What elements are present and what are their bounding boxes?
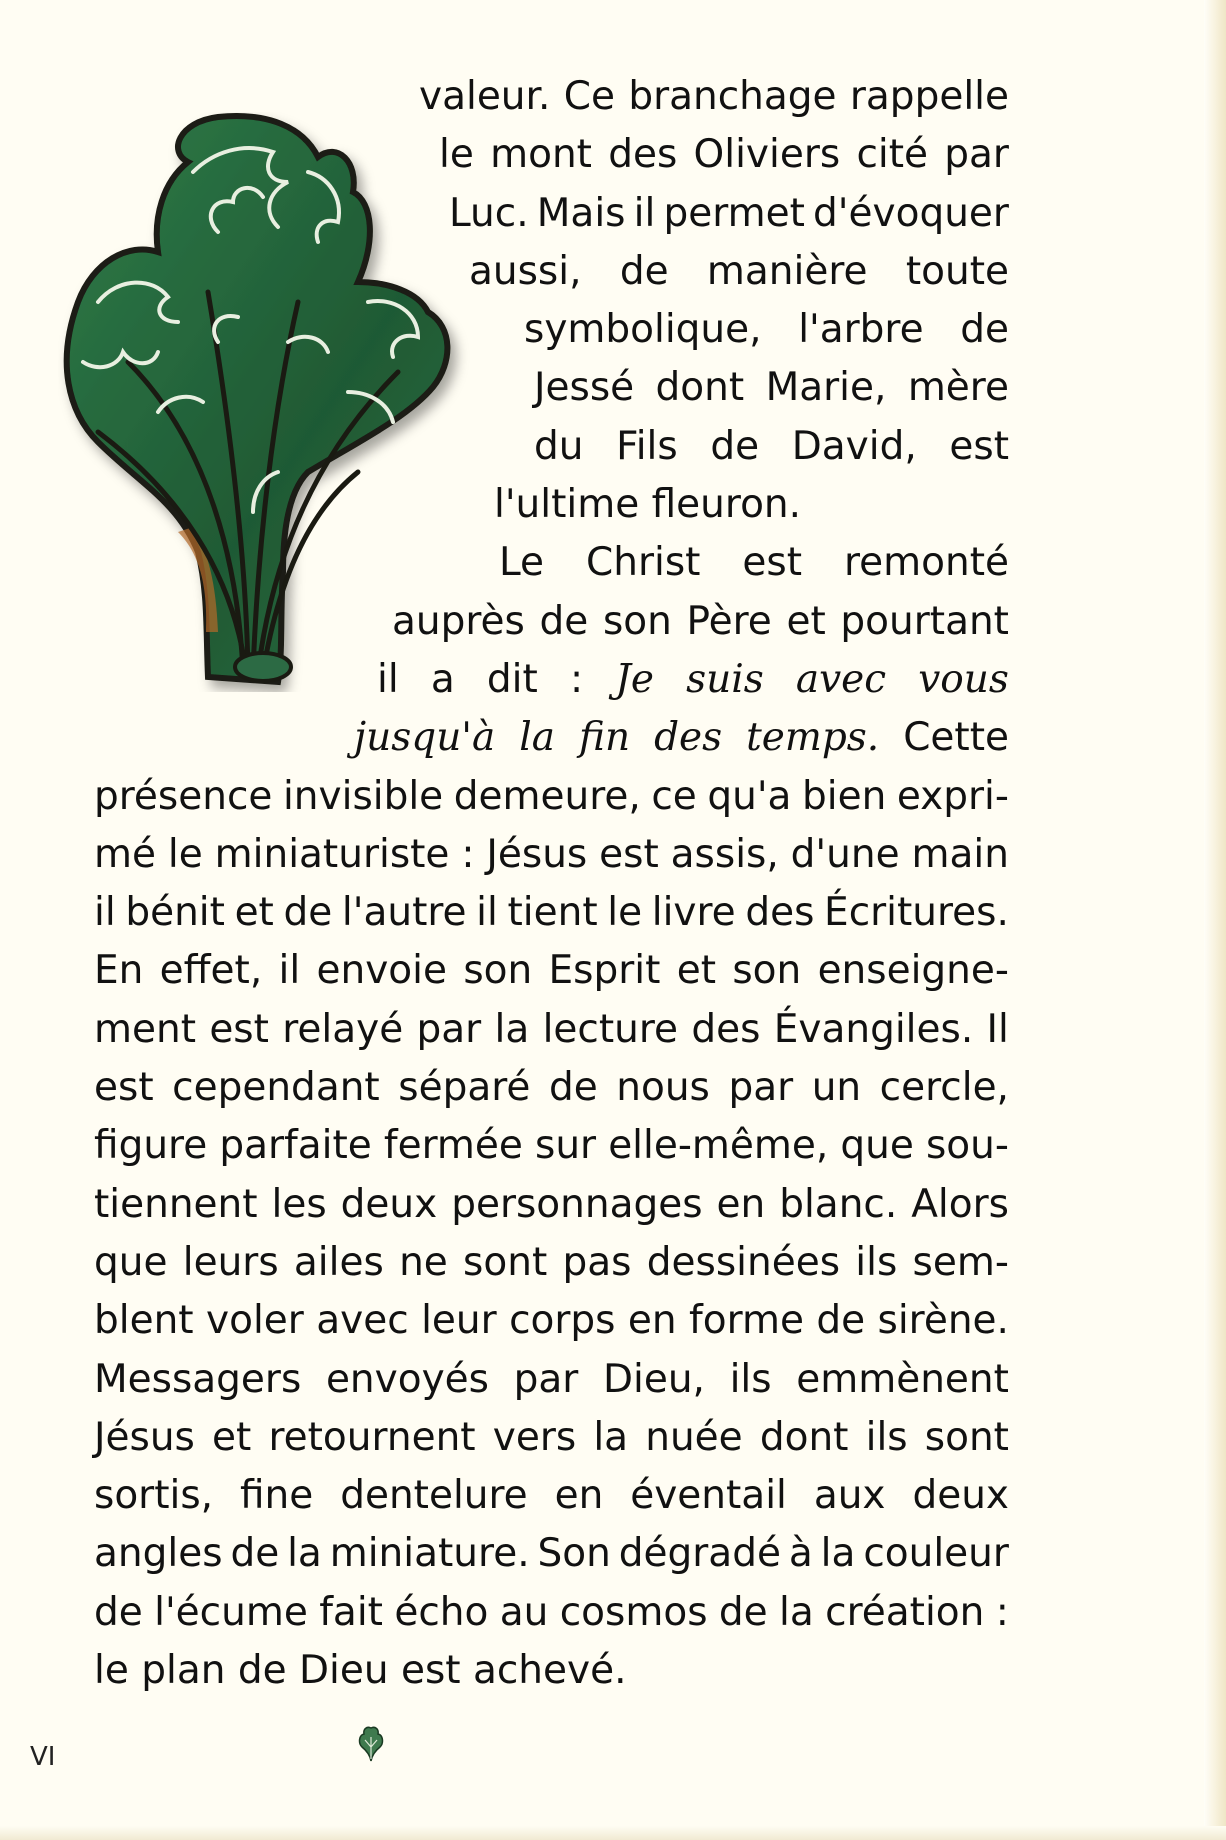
body-text [94,68,1009,1700]
text-line: blent voler avec leur corps en forme de sirène. [94,1298,1009,1344]
text-line: aussi, de manière toute [469,248,1009,294]
text-line: du Fils de David, est [534,423,1009,469]
text-line: En effet, il envoie son Esprit et son enseigne- [94,948,1009,994]
leaf-ornament-icon [357,1725,385,1763]
text-line: que leurs ailes ne sont pas dessinées ils sem- [94,1239,1009,1285]
text-line: ment est relayé par la lecture des Évangiles. Il [94,1006,1009,1052]
text-line: angles de la miniature. Son dégradé à la couleur [94,1531,1009,1577]
text-line: Luc. Mais il permet d'évoquer [449,190,1009,236]
text-line: Jésus et retournent vers la nuée dont ils sont [94,1414,1009,1460]
page-number: VI [30,1742,56,1772]
text-line: valeur. Ce branchage rappelle [419,74,1009,119]
text-line: le plan de Dieu est achevé. [94,1648,627,1694]
text-line: l'ultime fleuron. [494,482,802,528]
text-line: le mont des Oliviers cité par [439,132,1009,178]
paper-edge [1204,0,1226,1840]
text-line: Messagers envoyés par Dieu, ils emmènent [94,1356,1009,1402]
text-line: présence invisible demeure, ce qu'a bien expri- [94,773,1009,819]
text-line: Le Christ est remonté [499,540,1009,586]
text-line: de l'écume fait écho au cosmos de la création : [94,1589,1009,1635]
text-line: figure parfaite fermée sur elle-même, que sou- [94,1123,1009,1169]
paper-bottom-edge [0,1826,1226,1840]
text-line: jusqu'à la fin des temps. Cette [354,715,1009,761]
text-line: auprès de son Père et pourtant [392,598,1009,644]
text-line: il bénit et de l'autre il tient le livre des Écritures. [94,890,1009,936]
text-line: tiennent les deux personnages en blanc. Alors [94,1181,1009,1227]
text-line: sortis, fine dentelure en éventail aux deux [94,1473,1009,1519]
text-line: symbolique, l'arbre de [524,307,1009,353]
text-line: est cependant séparé de nous par un cercle, [94,1065,1009,1111]
text-line: Jessé dont Marie, mère [534,365,1009,411]
text-line: mé le miniaturiste : Jésus est assis, d'une main [94,831,1009,877]
text-line: il a dit : Je suis avec vous [377,656,1009,702]
